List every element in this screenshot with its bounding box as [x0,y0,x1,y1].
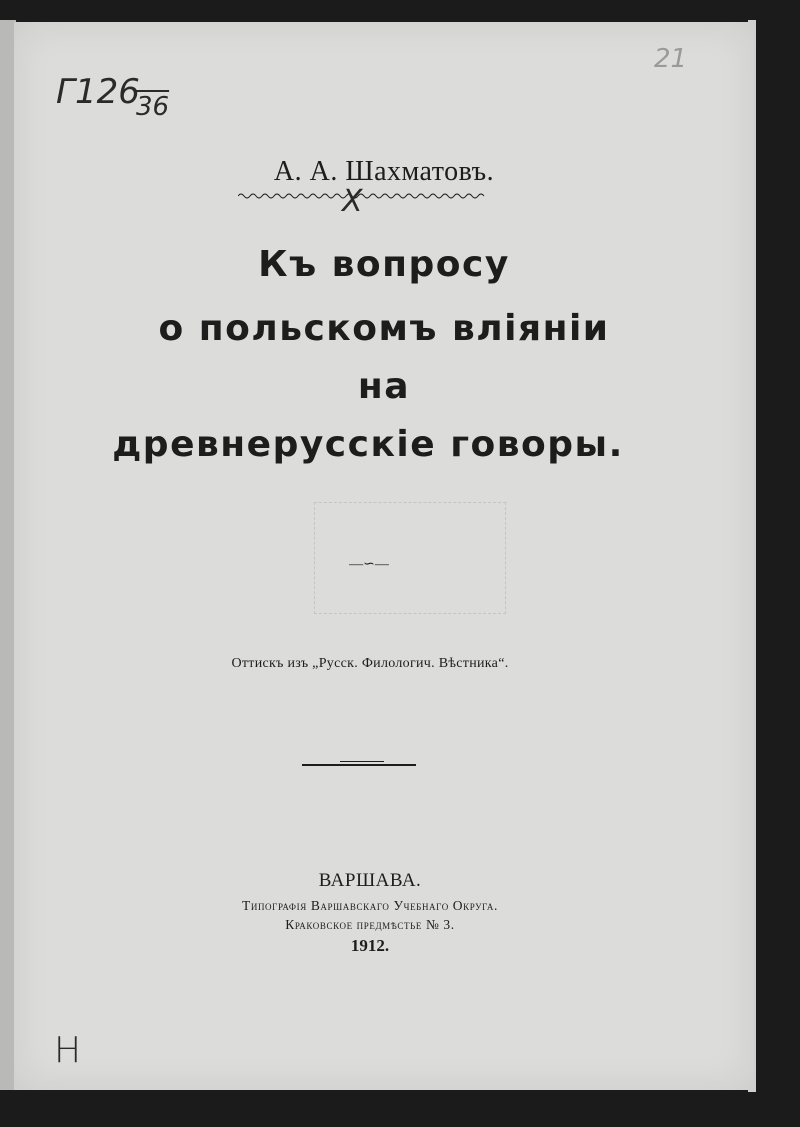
offprint-note: Оттискъ изъ „Русск. Филологич. Вѣстника“. [231,656,509,671]
handwritten-cross-mark: X [342,184,363,219]
imprint-year: 1912. [350,936,390,955]
title-page [14,22,754,1090]
author-name: А. А. Шахматовъ. [273,156,495,187]
ornament-divider: —∽— [349,557,389,572]
thick-rule [302,764,416,766]
imprint-address: Краковское предмѣстье № 3. [285,917,455,932]
imprint-printer: Типографія Варшавскаго Учебнаго Округа. [242,898,498,913]
title-line-3: на [357,366,411,407]
thin-rule [340,761,384,762]
bottom-handwritten-mark: Н [54,1030,82,1071]
shelfmark-handwritten: Г126 [56,72,140,112]
shelfmark-subnumber: 36 [136,92,170,122]
title-line-4: древнерусскіе говоры. [112,424,624,465]
title-line-1: Къ вопросу [258,244,510,285]
imprint-city: ВАРШАВА. [318,870,422,891]
corner-pencil-mark: 21 [654,44,688,74]
title-line-2: о польскомъ вліяніи [158,308,610,349]
